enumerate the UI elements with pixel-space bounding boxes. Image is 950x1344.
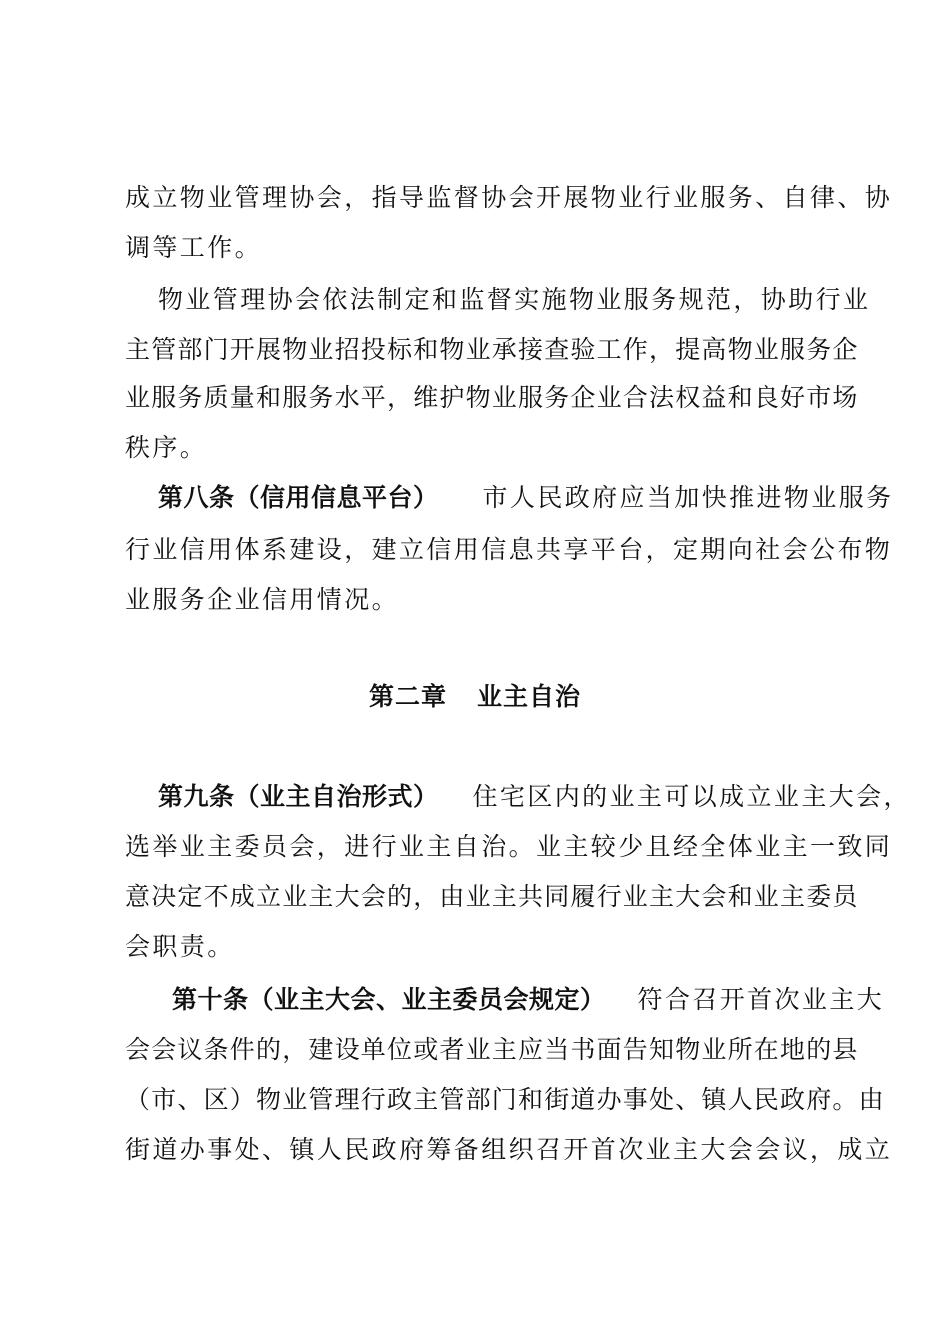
chapter-number: 第二章 (368, 682, 447, 711)
chapter-name: 业主自治 (477, 682, 582, 711)
article-heading: 第九条（业主自治形式） (158, 782, 439, 811)
chapter-title (0, 682, 950, 712)
text-line: 成立物业管理协会，指导监督协会开展物业行业服务、自律、协 (125, 183, 893, 212)
text-line: 主管部门开展物业招投标和物业承接查验工作，提高物业服务企 (125, 335, 859, 364)
text-line: 会会议条件的，建设单位或者业主应当书面告知物业所在地的县 (125, 1035, 859, 1064)
article-text: 市人民政府应当加快推进物业服务 (482, 483, 894, 512)
text-line: 意决定不成立业主大会的，由业主共同履行业主大会和业主委员 (125, 882, 859, 911)
text-line: 调等工作。 (125, 233, 263, 262)
text-line: 秩序。 (125, 433, 208, 462)
text-line: 业服务企业信用情况。 (125, 585, 400, 614)
article-10-first-line (172, 985, 885, 1015)
article-heading: 第八条（信用信息平台） (158, 483, 439, 512)
text-line: 选举业主委员会，进行业主自治。业主较少且经全体业主一致同 (125, 832, 893, 861)
article-text: 符合召开首次业主大 (637, 985, 885, 1014)
text-line: 街道办事处、镇人民政府筹备组织召开首次业主大会会议，成立 (125, 1135, 893, 1164)
text-line: 行业信用体系建设，建立信用信息共享平台，定期向社会公布物 (125, 535, 893, 564)
text-line: 物业管理协会依法制定和监督实施物业服务规范，协助行业 (158, 285, 871, 314)
text-line: 业服务质量和服务水平，维护物业服务企业合法权益和良好市场 (125, 383, 859, 412)
text-line: 会职责。 (125, 932, 235, 961)
article-text: 住宅区内的业主可以成立业主大会， (472, 782, 911, 811)
article-8-first-line (158, 483, 894, 513)
article-9-first-line (158, 782, 911, 812)
text-line: （市、区）物业管理行政主管部门和街道办事处、镇人民政府。由 (125, 1085, 885, 1114)
article-heading: 第十条（业主大会、业主委员会规定） (172, 985, 606, 1014)
